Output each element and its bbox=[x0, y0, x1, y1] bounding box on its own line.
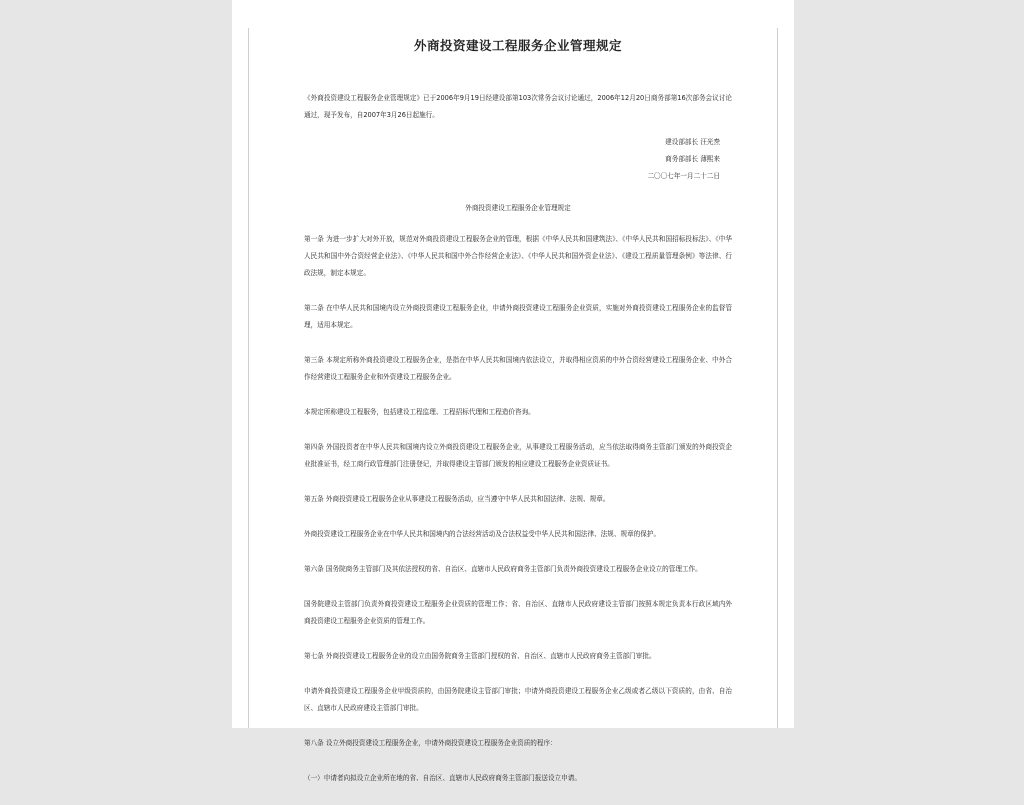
page-left-rule bbox=[248, 28, 249, 728]
article-paragraph: 国务院建设主管部门负责外商投资建设工程服务企业资质的管理工作；省、自治区、直辖市人民政府建设主管部门按照本规定负责本行政区域内外商投资建设工程服务企业资质的管理工作。 bbox=[304, 600, 732, 625]
document-subtitle: 外商投资建设工程服务企业管理规定 bbox=[465, 204, 571, 212]
article-paragraph: 第五条 外商投资建设工程服务企业从事建设工程服务活动，应当遵守中华人民共和国法律、法规、规章。 bbox=[304, 495, 610, 503]
article-paragraph: 第三条 本规定所称外商投资建设工程服务企业，是指在中华人民共和国境内依法设立，并取得相应资质的中外合资经营建设工程服务企业、中外合作经营建设工程服务企业和外资建设工程服务企业。 bbox=[304, 356, 732, 381]
article-paragraph: 第六条 国务院商务主管部门及其依法授权的省、自治区、直辖市人民政府商务主管部门负责外商投资建设工程服务企业设立的管理工作。 bbox=[304, 565, 702, 573]
article-paragraph: （一）申请者向拟设立企业所在地的省、自治区、直辖市人民政府商务主管部门报送设立申请。 bbox=[304, 774, 581, 782]
article-paragraph: 第四条 外国投资者在中华人民共和国境内设立外商投资建设工程服务企业，从事建设工程服务活动，应当依法取得商务主管部门颁发的外商投资企业批准证书，经工商行政管理部门注册登记，并取得建设主管部门颁发的相应建设工程服务企业资质证书。 bbox=[304, 443, 732, 468]
article-paragraph: 本规定所称建设工程服务，包括建设工程监理、工程招标代理和工程造价咨询。 bbox=[304, 408, 535, 416]
signature-date: 二〇〇七年一月二十二日 bbox=[647, 172, 720, 180]
document-title: 外商投资建设工程服务企业管理规定 bbox=[413, 38, 622, 53]
article-paragraph: 第一条 为进一步扩大对外开放，规范对外商投资建设工程服务企业的管理，根据《中华人民共和国建筑法》、《中华人民共和国招标投标法》、《中华人民共和国中外合资经营企业法》、《中华人民共和国中外合作经营企业法》、《中华人民共和国外资企业法》、《建设工程质量管理条例》等法律、行政法规，制定本规定。 bbox=[304, 235, 732, 277]
signature-line: 商务部部长 薄熙来 bbox=[665, 155, 720, 163]
document-page bbox=[232, 0, 794, 782]
signature-block bbox=[304, 134, 732, 185]
document-content bbox=[304, 36, 732, 805]
page-right-rule bbox=[777, 28, 778, 728]
article-paragraph: 外商投资建设工程服务企业在中华人民共和国境内的合法经营活动及合法权益受中华人民共和国法律、法规、规章的保护。 bbox=[304, 530, 661, 538]
article-paragraph: 第七条 外商投资建设工程服务企业的设立由国务院商务主管部门授权的省、自治区、直辖市人民政府商务主管部门审批。 bbox=[304, 652, 656, 660]
article-paragraph: 第二条 在中华人民共和国境内设立外商投资建设工程服务企业，申请外商投资建设工程服务企业资质，实施对外商投资建设工程服务企业的监督管理，适用本规定。 bbox=[304, 304, 732, 329]
article-paragraph: 第八条 设立外商投资建设工程服务企业，申请外商投资建设工程服务企业资质的程序： bbox=[304, 739, 557, 747]
article-paragraph: 申请外商投资建设工程服务企业甲级资质的，由国务院建设主管部门审批；申请外商投资建设工程服务企业乙级或者乙级以下资质的，由省、自治区、直辖市人民政府建设主管部门审批。 bbox=[304, 687, 732, 712]
intro-paragraph: 《外商投资建设工程服务企业管理规定》已于2006年9月19日经建设部第103次常务会议讨论通过，2006年12月20日商务部第16次部务会议讨论通过，现予发布，自2007年3月26日起施行。 bbox=[304, 94, 732, 119]
signature-line: 建设部部长 汪光焘 bbox=[665, 138, 720, 146]
